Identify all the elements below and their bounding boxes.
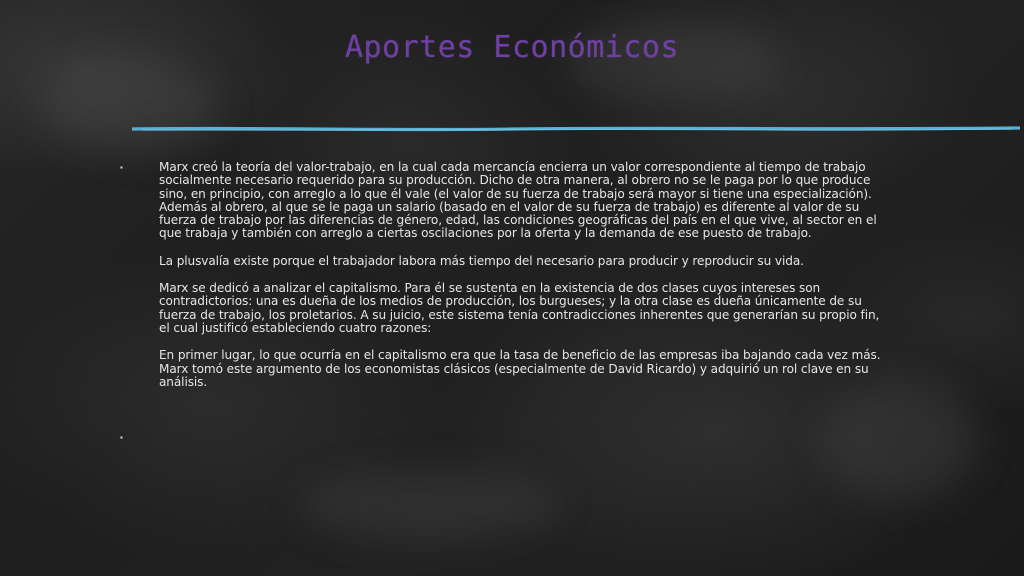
paragraph-primer-lugar: En primer lugar, lo que ocurría en el capitalismo era que la tasa de beneficio de las empresas iba bajando cada vez más. Marx tomó este argumento de los economistas clásicos (especialmente de David Ricardo) y adquirió un rol clave en su análisis.: [159, 348, 881, 389]
bullet-text-block: [159, 161, 892, 403]
title-underline: [132, 122, 1020, 136]
bullet-icon: ▪: [120, 163, 123, 172]
bullet-icon: ▪: [120, 433, 123, 442]
slide-title: Aportes Económicos: [344, 30, 680, 65]
list-item: [120, 161, 892, 403]
paragraph-valor-trabajo: Marx creó la teoría del valor-trabajo, en la cual cada mercancía encierra un valor correspondiente al tiempo de trabajo socialmente necesario requerido para su producción. Dicho de otra manera, al obrero no se le paga por lo que produce sino, en principio, con arreglo a lo que él vale (el valor de su fuerza de trabajo será mayor si tiene una especialización). Además al obrero, al que se le paga un salario (basado en el valor de su fuerza de trabajo) es diferente al valor de su fuerza de trabajo por las diferencias de género, edad, las condiciones geográficas del país en el que vive, al sector en el que trabaja y también con arreglo a ciertas oscilaciones por la oferta y la demanda de ese puesto de trabajo.: [159, 160, 877, 241]
chalk-smudge: [300, 470, 560, 540]
paragraph-plusvalia: La plusvalía existe porque el trabajador labora más tiempo del necesario para producir y reproducir su vida.: [159, 253, 804, 268]
content-area: [120, 161, 892, 403]
chalk-smudge: [40, 60, 220, 150]
paragraph-capitalismo: Marx se dedicó a analizar el capitalismo. Para él se sustenta en la existencia de dos clases cuyos intereses son contradictorios: una es dueña de los medios de producción, los burgueses; y la otra clase es dueña únicamente de su fuerza de trabajo, los proletarios. A su juicio, este sistema tenía contradicciones inherentes que generarían su propio fin, el cual justificó estableciendo cuatro razones:: [159, 281, 880, 335]
